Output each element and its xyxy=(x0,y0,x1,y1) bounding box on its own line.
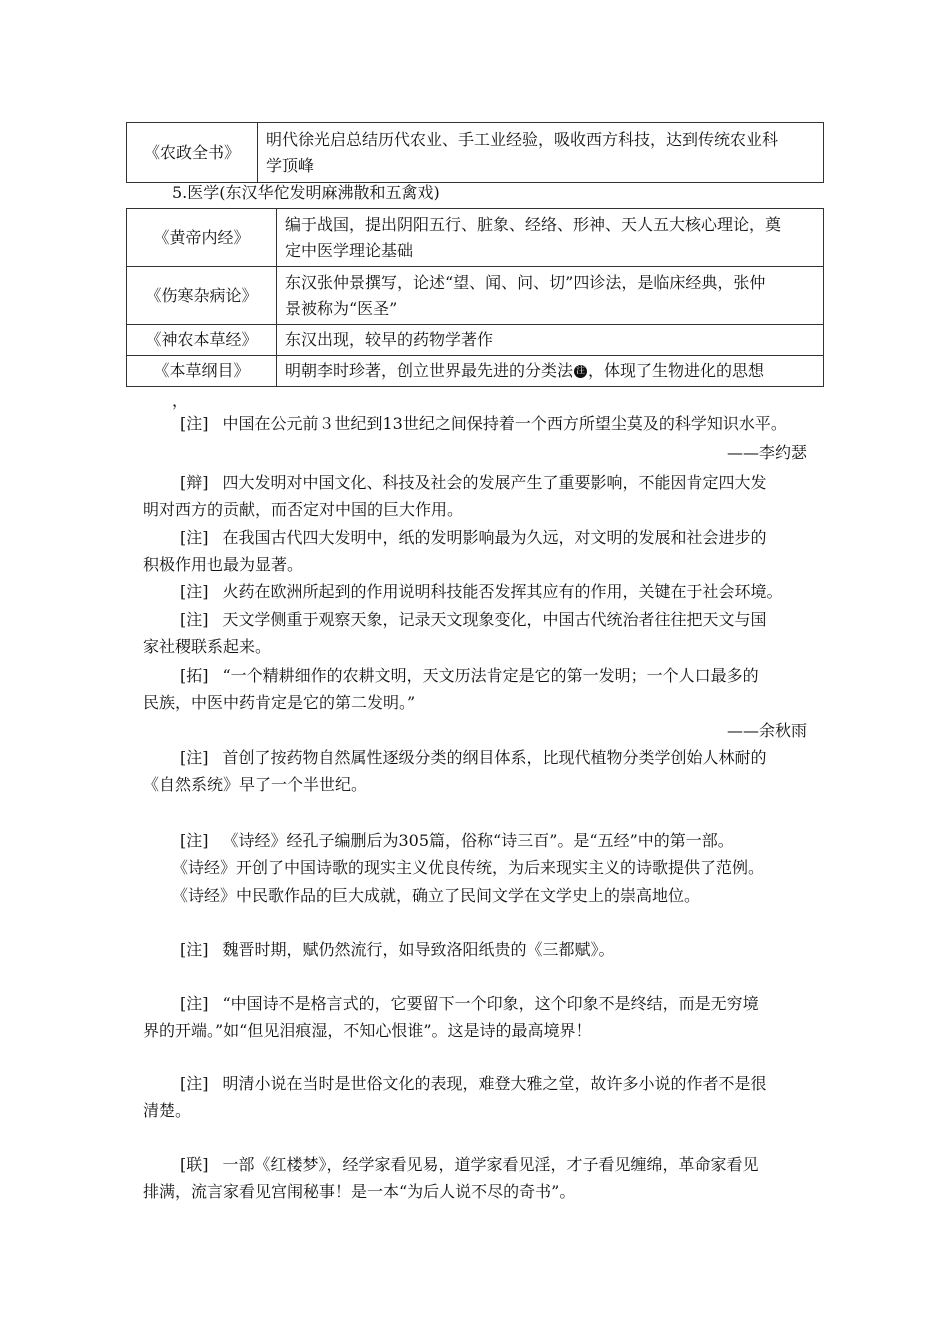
note-tag: [注] xyxy=(180,610,209,629)
note-10-cont: 界的开端。”如“但见泪痕湿，不知心恨谁”。这是诗的最高境界！ xyxy=(143,1021,592,1040)
note-tag: [拓] xyxy=(180,666,209,685)
book-title-cell: 《本草纲目》 xyxy=(127,356,277,387)
description-cell: 明朝李时珍著，创立世界最先进的分类法 注 ，体现了生物进化的思想 xyxy=(277,356,824,387)
note-11-cont: 清楚。 xyxy=(143,1101,192,1120)
note-8-cont: 《诗经》开创了中国诗歌的现实主义优良传统，为后来现实主义的诗歌提供了范例。 xyxy=(172,858,765,877)
note-6-cont: 民族，中医中药肯定是它的第二发明。” xyxy=(143,693,416,712)
note-tag: [注] xyxy=(180,1074,209,1093)
description-cell: 编于战国，提出阴阳五行、脏象、经络、形神、天人五大核心理论，奠 定中医学理论基础 xyxy=(277,209,824,267)
book-title-cell: 《神农本草经》 xyxy=(127,325,277,356)
medicine-table xyxy=(126,208,824,387)
note-tag: [联] xyxy=(180,1155,209,1174)
note-9: [注] 魏晋时期，赋仍然流行，如导致洛阳纸贵的《三都赋》。 xyxy=(180,937,615,963)
note-tag: [注] xyxy=(180,994,209,1013)
note-5-cont: 家社稷联系起来。 xyxy=(143,637,272,656)
note-12-cont: 排满，流言家看见宫闱秘事！是一本“为后人说不尽的奇书”。 xyxy=(143,1182,576,1201)
table-row xyxy=(127,325,824,356)
note-tag: [注] xyxy=(180,831,209,850)
note-5: [注] 天文学侧重于观察天象，记录天文现象变化，中国古代统治者往往把天文与国 xyxy=(180,607,767,633)
note-tag: [注] xyxy=(180,528,209,547)
book-title-cell: 《伤寒杂病论》 xyxy=(127,267,277,325)
section-heading-medicine: 5.医学(东汉华佗发明麻沸散和五禽戏) xyxy=(172,183,440,202)
description-cell: 东汉出现，较早的药物学著作 xyxy=(277,325,824,356)
book-title-cell: 《农政全书》 xyxy=(127,123,258,183)
note-11: [注] 明清小说在当时是世俗文化的表现，难登大雅之堂，故许多小说的作者不是很 xyxy=(180,1071,767,1097)
table-row xyxy=(127,267,824,325)
note-8-cont: 《诗经》中民歌作品的巨大成就，确立了民间文学在文学史上的崇高地位。 xyxy=(172,886,701,905)
table-row xyxy=(127,123,824,183)
note-7: [注] 首创了按药物自然属性逐级分类的纲目体系，比现代植物分类学创始人林耐的 xyxy=(180,745,767,771)
note-7-cont: 《自然系统》早了一个半世纪。 xyxy=(143,775,368,794)
note-12: [联] 一部《红楼梦》，经学家看见易，道学家看见淫，才子看见缠绵，革命家看见 xyxy=(180,1152,759,1178)
table-row xyxy=(127,356,824,387)
note-marker-icon: 注 xyxy=(576,366,586,376)
note-4: [注] 火药在欧洲所起到的作用说明科技能否发挥其应有的作用，关键在于社会环境。 xyxy=(180,579,783,605)
note-1: [注] 中国在公元前３世纪到13世纪之间保持着一个西方所望尘莫及的科学知识水平。 xyxy=(180,411,787,437)
note-tag: [注] xyxy=(180,940,209,959)
note-10: [注] “中国诗不是格言式的，它要留下一个印象，这个印象不是终结，而是无穷境 xyxy=(180,991,759,1017)
note-3: [注] 在我国古代四大发明中，纸的发明影响最为久远，对文明的发展和社会进步的 xyxy=(180,525,767,551)
book-title-cell: 《黄帝内经》 xyxy=(127,209,277,267)
note-6: [拓] “一个精耕细作的农耕文明，天文历法肯定是它的第一发明；一个人口最多的 xyxy=(180,663,759,689)
note-tag: [注] xyxy=(180,748,209,767)
note-8: [注] 《诗经》经孔子编删后为305篇，俗称“诗三百”。是“五经”中的第一部。 xyxy=(180,828,734,854)
stray-comma: ， xyxy=(172,391,189,410)
note-2-cont: 明对西方的贡献，而否定对中国的巨大作用。 xyxy=(143,500,464,519)
note-attribution: ——余秋雨 xyxy=(726,721,807,740)
note-tag: [辩] xyxy=(180,473,209,492)
note-attribution: ——李约瑟 xyxy=(726,443,807,462)
note-tag: [注] xyxy=(180,582,209,601)
description-cell: 明代徐光启总结历代农业、手工业经验，吸收西方科技，达到传统农业科 学顶峰 xyxy=(258,123,824,183)
table-row xyxy=(127,209,824,267)
description-cell: 东汉张仲景撰写，论述“望、闻、问、切”四诊法，是临床经典，张仲 景被称为“医圣” xyxy=(277,267,824,325)
note-2: [辩] 四大发明对中国文化、科技及社会的发展产生了重要影响，不能因肯定四大发 xyxy=(180,470,767,496)
note-3-cont: 积极作用也最为显著。 xyxy=(143,555,304,574)
agriculture-table xyxy=(126,122,824,183)
note-tag: [注] xyxy=(180,414,209,433)
